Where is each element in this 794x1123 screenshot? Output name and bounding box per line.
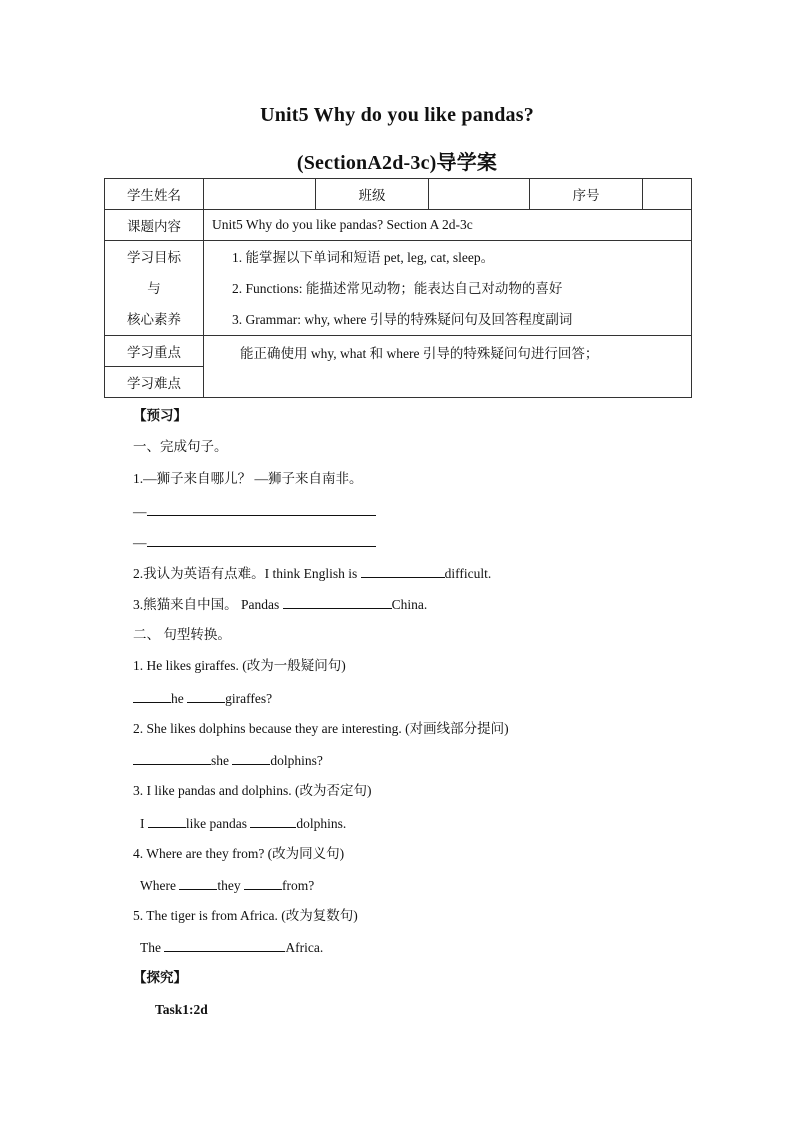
sentence-5: 5. The tiger is from Africa. (改为复数句) (133, 908, 358, 923)
sentence-4-answer (140, 875, 314, 896)
answer-blank[interactable] (283, 594, 392, 609)
table-row (105, 179, 692, 210)
student-name-label: 学生姓名 (105, 179, 204, 210)
answer-blank[interactable] (133, 750, 211, 765)
answer-text: I (140, 816, 148, 831)
key-points-value: 能正确使用 why, what 和 where 引导的特殊疑问句进行回答； (204, 336, 692, 398)
topic-value: Unit5 Why do you like pandas? Section A 2d-3c (204, 210, 692, 241)
goal-item: 3. Grammar: why, where 引导的特殊疑问句及回答程度副词 (232, 311, 573, 327)
question-text: China. (391, 597, 428, 612)
answer-blank[interactable] (147, 532, 376, 547)
answer-blank[interactable] (244, 875, 282, 890)
dash-text: — (133, 504, 147, 519)
part2-heading: 二、 句型转换。 (133, 627, 231, 642)
answer-text: they (217, 878, 244, 893)
answer-text: Africa. (285, 940, 324, 955)
table-row (105, 241, 692, 336)
answer-blank[interactable] (179, 875, 217, 890)
answer-line (133, 501, 376, 522)
info-table (104, 178, 692, 398)
table-row (105, 336, 692, 367)
answer-text: dolphins. (296, 816, 347, 831)
student-name-cell[interactable] (204, 179, 316, 210)
seat-cell[interactable] (643, 179, 692, 210)
difficulty-label: 学习难点 (105, 367, 204, 398)
answer-text: Where (140, 878, 180, 893)
seat-label: 序号 (530, 179, 643, 210)
goal-item: 1. 能掌握以下单词和短语 pet, leg, cat, sleep。 (232, 249, 495, 265)
question-text: 3.熊猫来自中国。 Pandas (133, 597, 283, 612)
sentence-3-answer (140, 813, 346, 834)
goal-item: 2. Functions: 能描述常见动物；能表达自己对动物的喜好 (232, 280, 563, 296)
preview-heading: 【预习】 (133, 408, 187, 423)
goals-label-line: 与 (147, 280, 161, 296)
answer-blank[interactable] (250, 813, 296, 828)
answer-line (133, 532, 376, 553)
answer-blank[interactable] (133, 688, 171, 703)
sentence-1-answer (133, 688, 272, 709)
answer-blank[interactable] (187, 688, 225, 703)
sentence-4: 4. Where are they from? (改为同义句) (133, 846, 345, 861)
answer-blank[interactable] (147, 501, 376, 516)
question-1: 1.—狮子来自哪儿？ —狮子来自南非。 (133, 471, 363, 486)
answer-blank[interactable] (148, 813, 186, 828)
sentence-3: 3. I like pandas and dolphins. (改为否定句) (133, 783, 372, 798)
answer-blank[interactable] (232, 750, 270, 765)
document-title: Unit5 Why do you like pandas? (260, 104, 534, 126)
sentence-1: 1. He likes giraffes. (改为一般疑问句) (133, 658, 346, 673)
sentence-2-answer (133, 750, 323, 771)
question-text: difficult. (444, 566, 492, 581)
task1-heading: Task1:2d (155, 1002, 208, 1017)
answer-text: dolphins? (270, 753, 323, 768)
answer-blank[interactable] (361, 563, 445, 578)
class-cell[interactable] (429, 179, 530, 210)
class-label: 班级 (316, 179, 429, 210)
answer-text: she (211, 753, 233, 768)
answer-text: he (171, 691, 188, 706)
answer-text: The (140, 940, 165, 955)
question-3 (133, 594, 427, 615)
document-subtitle: (SectionA2d-3c)导学案 (296, 152, 498, 174)
question-text: 2.我认为英语有点难。I think English is (133, 566, 361, 581)
answer-blank[interactable] (164, 937, 285, 952)
goals-cell (204, 241, 692, 336)
topic-label: 课题内容 (105, 210, 204, 241)
goals-label-line: 学习目标 (127, 249, 181, 265)
sentence-5-answer (140, 937, 323, 958)
table-row (105, 210, 692, 241)
part1-heading: 一、完成句子。 (133, 439, 228, 454)
explore-heading: 【探究】 (133, 970, 187, 985)
goals-label (105, 241, 204, 336)
sentence-2: 2. She likes dolphins because they are interesting. (对画线部分提问) (133, 721, 509, 736)
goals-label-line: 核心素养 (127, 311, 181, 327)
answer-text: from? (281, 878, 315, 893)
answer-text: like pandas (185, 816, 251, 831)
dash-text: — (133, 535, 147, 550)
key-points-label: 学习重点 (105, 336, 204, 367)
answer-text: giraffes? (225, 691, 273, 706)
question-2 (133, 563, 491, 584)
